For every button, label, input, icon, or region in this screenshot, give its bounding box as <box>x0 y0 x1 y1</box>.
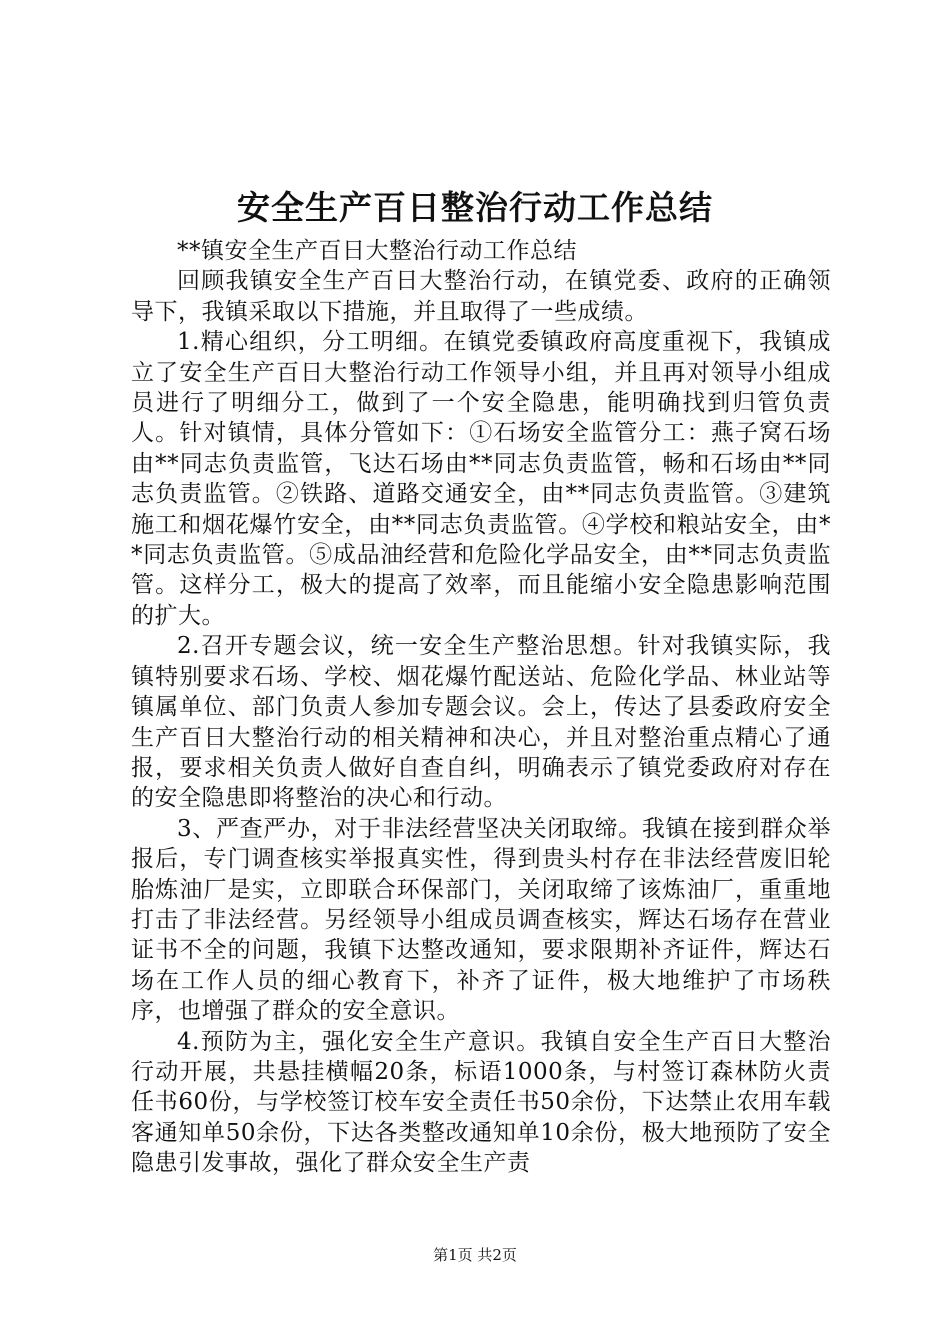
document-title: 安全生产百日整治行动工作总结 <box>237 188 713 227</box>
body-paragraph-heading: **镇安全生产百日大整治行动工作总结 <box>177 238 577 264</box>
body-paragraph-intro: 回顾我镇安全生产百日大整治行动，在镇党委、政府的正确领导下，我镇采取以下措施，并且取得了一些成绩。 <box>131 268 831 325</box>
body-paragraph-item-4: 4.预防为主，强化安全生产意识。我镇自安全生产百日大整治行动开展，共悬挂横幅20条，标语1000条，与村签订森林防火责任书60份，与学校签订校车安全责任书50余份，下达禁止农用车载客通知单50余份，下达各类整改通知单10余份，极大地预防了安全隐患引发事故，强化了群众安全生产责 <box>131 1028 831 1177</box>
document-body <box>131 236 831 1179</box>
body-paragraph-item-3: 3、严查严办，对于非法经营坚决关闭取缔。我镇在接到群众举报后，专门调查核实举报真实性，得到贵头村存在非法经营废旧轮胎炼油厂是实，立即联合环保部门，关闭取缔了该炼油厂，重重地打击了非法经营。另经领导小组成员调查核实，辉达石场存在营业证书不全的问题，我镇下达整改通知，要求限期补齐证件，辉达石场在工作人员的细心教育下，补齐了证件，极大地维护了市场秩序，也增强了群众的安全意识。 <box>131 815 831 1025</box>
body-paragraph-item-2: 2.召开专题会议，统一安全生产整治思想。针对我镇实际，我镇特别要求石场、学校、烟花爆竹配送站、危险化学品、林业站等镇属单位、部门负责人参加专题会议。会上，传达了县委政府安全生产百日大整治行动的相关精神和决心，并且对整治重点精心了通报，要求相关负责人做好自查自纠，明确表示了镇党委政府对存在的安全隐患即将整治的决心和行动。 <box>131 633 831 812</box>
page-footer: 第1页 共2页 <box>433 1246 517 1264</box>
body-paragraph-item-1: 1.精心组织，分工明细。在镇党委镇政府高度重视下，我镇成立了安全生产百日大整治行动工作领导小组，并且再对领导小组成员进行了明细分工，做到了一个安全隐患，能明确找到归管负责人。针对镇情，具体分管如下：①石场安全监管分工：燕子窝石场由**同志负责监管，飞达石场由**同志负责监管，畅和石场由**同志负责监管。②铁路、道路交通安全，由**同志负责监管。③建筑施工和烟花爆竹安全，由**同志负责监管。④学校和粮站安全，由**同志负责监管。⑤成品油经营和危险化学品安全，由**同志负责监管。这样分工，极大的提高了效率，而且能缩小安全隐患影响范围的扩大。 <box>131 329 831 629</box>
